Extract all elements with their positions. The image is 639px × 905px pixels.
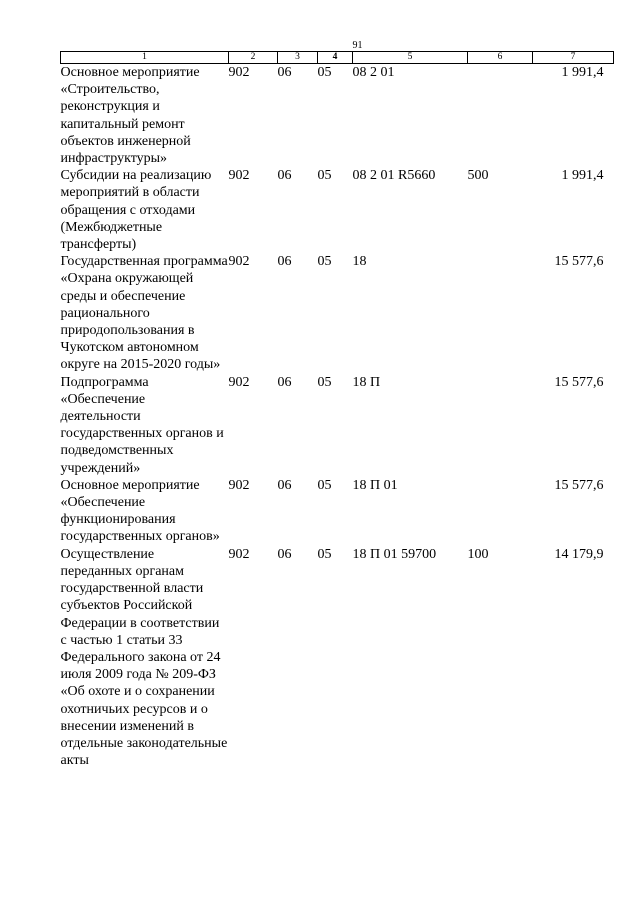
row-ministry: 902 (228, 254, 250, 270)
header-row (61, 52, 614, 64)
row-ministry: 902 (228, 546, 250, 562)
table-row (61, 374, 614, 477)
row-subsection: 05 (317, 65, 332, 80)
row-target: 18 П 01 (352, 477, 398, 493)
column-header-5: 5 (353, 52, 468, 64)
row-section: 06 (277, 546, 292, 562)
row-expense-type: 100 (467, 546, 489, 562)
row-section: 06 (277, 168, 292, 184)
page-number: 91 (352, 40, 363, 51)
row-target: 08 2 01 (352, 65, 395, 80)
table-row (61, 546, 614, 770)
row-name: Основное мероприятие «Обеспечение функционирования государственных органов» (60, 477, 220, 545)
column-header-4: 4 (318, 52, 353, 64)
row-section: 06 (277, 477, 292, 493)
row-name: Осуществление переданных органам государственной власти субъектов Российской Федерации в соответствии с частью 1 статьи 33 Федерального закона от 24 июля 2009 года № 209-ФЗ «Об охоте и о сохранении охотничьих ресурсов и о внесении изменений в отдельные законодательные акты (60, 546, 228, 769)
row-subsection: 05 (317, 254, 332, 270)
row-amount: 1 991,4 (561, 168, 604, 184)
column-header-6: 6 (468, 52, 533, 64)
column-header-7: 7 (533, 52, 614, 64)
row-target: 08 2 01 R5660 (352, 168, 436, 184)
table-header (61, 52, 614, 64)
row-expense-type (468, 374, 533, 477)
row-target: 18 П 01 59700 (352, 546, 437, 562)
row-amount: 14 179,9 (554, 546, 604, 562)
row-amount: 15 577,6 (554, 374, 604, 390)
table-row (61, 64, 614, 168)
row-expense-type: 500 (467, 168, 489, 184)
row-name: Субсидии на реализацию мероприятий в области обращения с отходами (Межбюджетные трансферты) (60, 168, 212, 253)
row-section: 06 (277, 254, 292, 270)
row-section: 06 (277, 374, 292, 390)
row-expense-type (468, 64, 533, 168)
row-name: Подпрограмма «Обеспечение деятельности государственных органов и подведомственных учреждений» (60, 374, 224, 476)
row-target: 18 П (352, 374, 381, 390)
row-target: 18 (352, 254, 367, 270)
row-section: 06 (277, 65, 292, 80)
row-subsection: 05 (317, 168, 332, 184)
row-name: Государственная программа «Охрана окружающей среды и обеспечение рационального природопользования в Чукотском автономном округе на 2015-2020 годы» (60, 254, 228, 373)
row-amount: 15 577,6 (554, 254, 604, 270)
row-expense-type (468, 477, 533, 546)
budget-table (60, 51, 614, 769)
table-row (61, 253, 614, 373)
row-amount: 1 991,4 (561, 65, 604, 80)
row-subsection: 05 (317, 477, 332, 493)
row-name: Основное мероприятие «Строительство, реконструкция и капитальный ремонт объектов инженерной инфраструктуры» (60, 65, 200, 167)
row-ministry: 902 (228, 65, 250, 80)
row-subsection: 05 (317, 374, 332, 390)
column-header-2: 2 (229, 52, 278, 64)
table-row (61, 167, 614, 253)
row-subsection: 05 (317, 546, 332, 562)
row-ministry: 902 (228, 374, 250, 390)
table-row (61, 477, 614, 546)
row-ministry: 902 (228, 477, 250, 493)
row-expense-type (468, 253, 533, 373)
row-ministry: 902 (228, 168, 250, 184)
column-header-3: 3 (278, 52, 318, 64)
column-header-1: 1 (61, 52, 229, 64)
row-amount: 15 577,6 (554, 477, 604, 493)
